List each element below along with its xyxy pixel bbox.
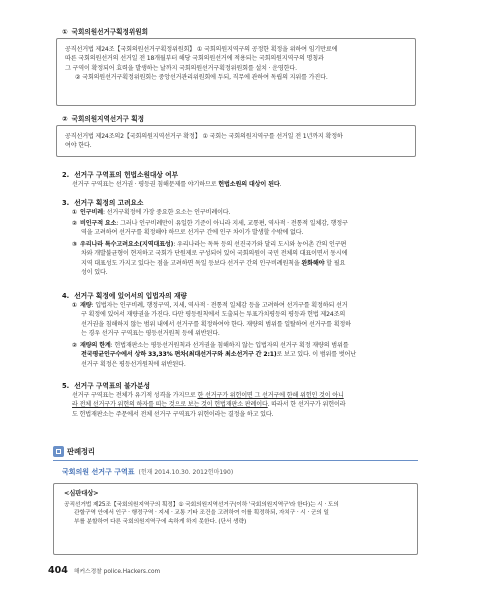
footer-text: 해커스경찰 police.Hackers.com: [73, 569, 161, 575]
case-line: 관할구역 안에서 인구 · 행정구역 · 지세 · 교통 기타 조건을 고려하여 이를 획정하되, 자치구 · 시 · 군의 일: [74, 510, 329, 517]
case-line: 부를 분할하여 다른 국회의원지역구에 속하게 하지 못한다. (단서 생략): [74, 518, 247, 525]
statute-line: 그 구역이 확정되어 효력을 발생하는 날까지 국회의원선거구획정위원회를 설치 · 운영한다.: [65, 64, 297, 72]
list-item: ② 재량의 한계: 헌법재판소는 평등선거원칙과 선거권을 침해하지 않는 입법자의 선거구 획정 재량의 범위를 전국평균인구수에서 상하 33,33% 편차(최대선거구와 최소선거구 간 2:1)로 보고 있다. 이 범위를 벗어난 선거구 획정은 평등선거원칙에 위반된다.: [72, 342, 357, 368]
statute-line: 여야 한다.: [65, 142, 92, 150]
statute-line: 공직선거법 제24조의2【국회의원지역선거구 확정】 ① 국회는 국회의원지역구를 선거일 전 1년까지 확정하: [65, 133, 343, 140]
page-number: 404: [48, 565, 68, 576]
heading-2: 2. 선거구 구역표의 헌법소원대상 여부: [62, 171, 179, 179]
case-line: 공직선거법 제25조【국회의원지역구의 획정】① 국회의원지역선거구(이하 '국회의원지역구'라 한다)는 시 · 도의: [64, 501, 339, 508]
page-footer: [48, 565, 160, 576]
list-item: ① 재량: 입법자는 인구비례, 행정구역, 지세, 역사적 · 전통적 일체감 등을 고려하여 선거구를 획정하되 선거 구 획정에 있어서 재량권을 가진다. 다만 평등원칙에서 도출되는 투표가치평등의 평등과 헌법 제24조의 선거권을 침해하지 않는 범위 내에서 선거구를 획정하여야 한다. 재량의 범위를 일탈하여 선거구를 획정하 는 경우 선거구 구역표는 평등선거원칙 등에 위반된다.: [72, 302, 351, 338]
paragraph-2: 선거구 구역표는 선거권 · 평등권 침해문제를 야기하므로 헌법소원의 대상이 된다.: [72, 181, 282, 188]
case-summary-tag: 판례정리: [53, 445, 95, 458]
list-item: ② 비인구적 요소: 그러나 인구비례만이 유일한 기준이 아니라 지세, 교통편, 역사적 · 전통적 일체감, 행정구 역을 고려하여 선거구를 획정해야 하므로 선거구 간에 인구 차이가 발생할 수밖에 없다.: [72, 220, 348, 237]
document-icon: [53, 446, 64, 457]
list-item: ③ 우리나라 특수고려요소(지역대표성): 우리나라는 독특 등의 선진국가와 달리 도시와 농어촌 간의 인구편 차와 개발불균형이 현저하고 국회가 단원제로 구성되어 있어 국회의원이 국민 전체의 대표이면서 동시에 지역 대표성도 가지고 있다는 점을 고려하면 독일 등보다 선거구 간의 인구비례원칙을 완화해야 할 필요 성이 있다.: [72, 241, 348, 277]
statute-line: ② 국회의원선거구획정위원회는 중앙선거관리위원회에 두되, 직무에 관하여 독립의 지위를 가진다.: [75, 74, 328, 82]
heading-3: 3. 선거구 획정의 고려요소: [62, 199, 144, 207]
subsection-title-1: ① 국회의원선거구획정위원회: [62, 28, 149, 36]
divider: [53, 460, 418, 461]
statute-line: 공직선거법 제24조【국회의원선거구획정위원회】 ① 국회의원지역구의 공정한 획정을 위하여 임기만료에: [65, 46, 338, 53]
case-box: [53, 483, 418, 555]
statute-box-2: [56, 125, 416, 157]
paragraph-5: 선거구 구역표는 전체가 유기적 성격을 가지므로 한 선거구가 위헌이면 그 선거구에 한해 위헌인 것이 아니 라 전체 선거구가 위헌의 하자를 띠는 것으로 보는 것이 헌법재판소 판례이다. 따라서 한 선거구가 위헌이라 도 헌법재판소는 주문에서 전체 선거구 구역표가 위헌이라는 결정을 하고 있다.: [72, 392, 346, 418]
case-box-title: <심판대상>: [64, 489, 99, 497]
list-item: ① 인구비례: 선거구획정에 가장 중요한 요소는 인구비례이다.: [72, 209, 231, 216]
heading-5: 5. 선거구 구역표의 불가분성: [62, 382, 150, 390]
case-title: 국회의원 선거구 구역표 (헌재 2014.10.30. 2012헌마190): [62, 468, 234, 476]
statute-line: 따른 국회의원선거의 선거일 전 18개월부터 해당 국회의원선거에 적용되는 국회의원지역구의 명칭과: [65, 55, 324, 63]
subsection-title-2: ② 국회의원지역선거구 획정: [62, 115, 144, 123]
statute-box-1: [56, 38, 416, 106]
heading-4: 4. 선거구 획정에 있어서의 입법자의 재량: [62, 292, 187, 300]
